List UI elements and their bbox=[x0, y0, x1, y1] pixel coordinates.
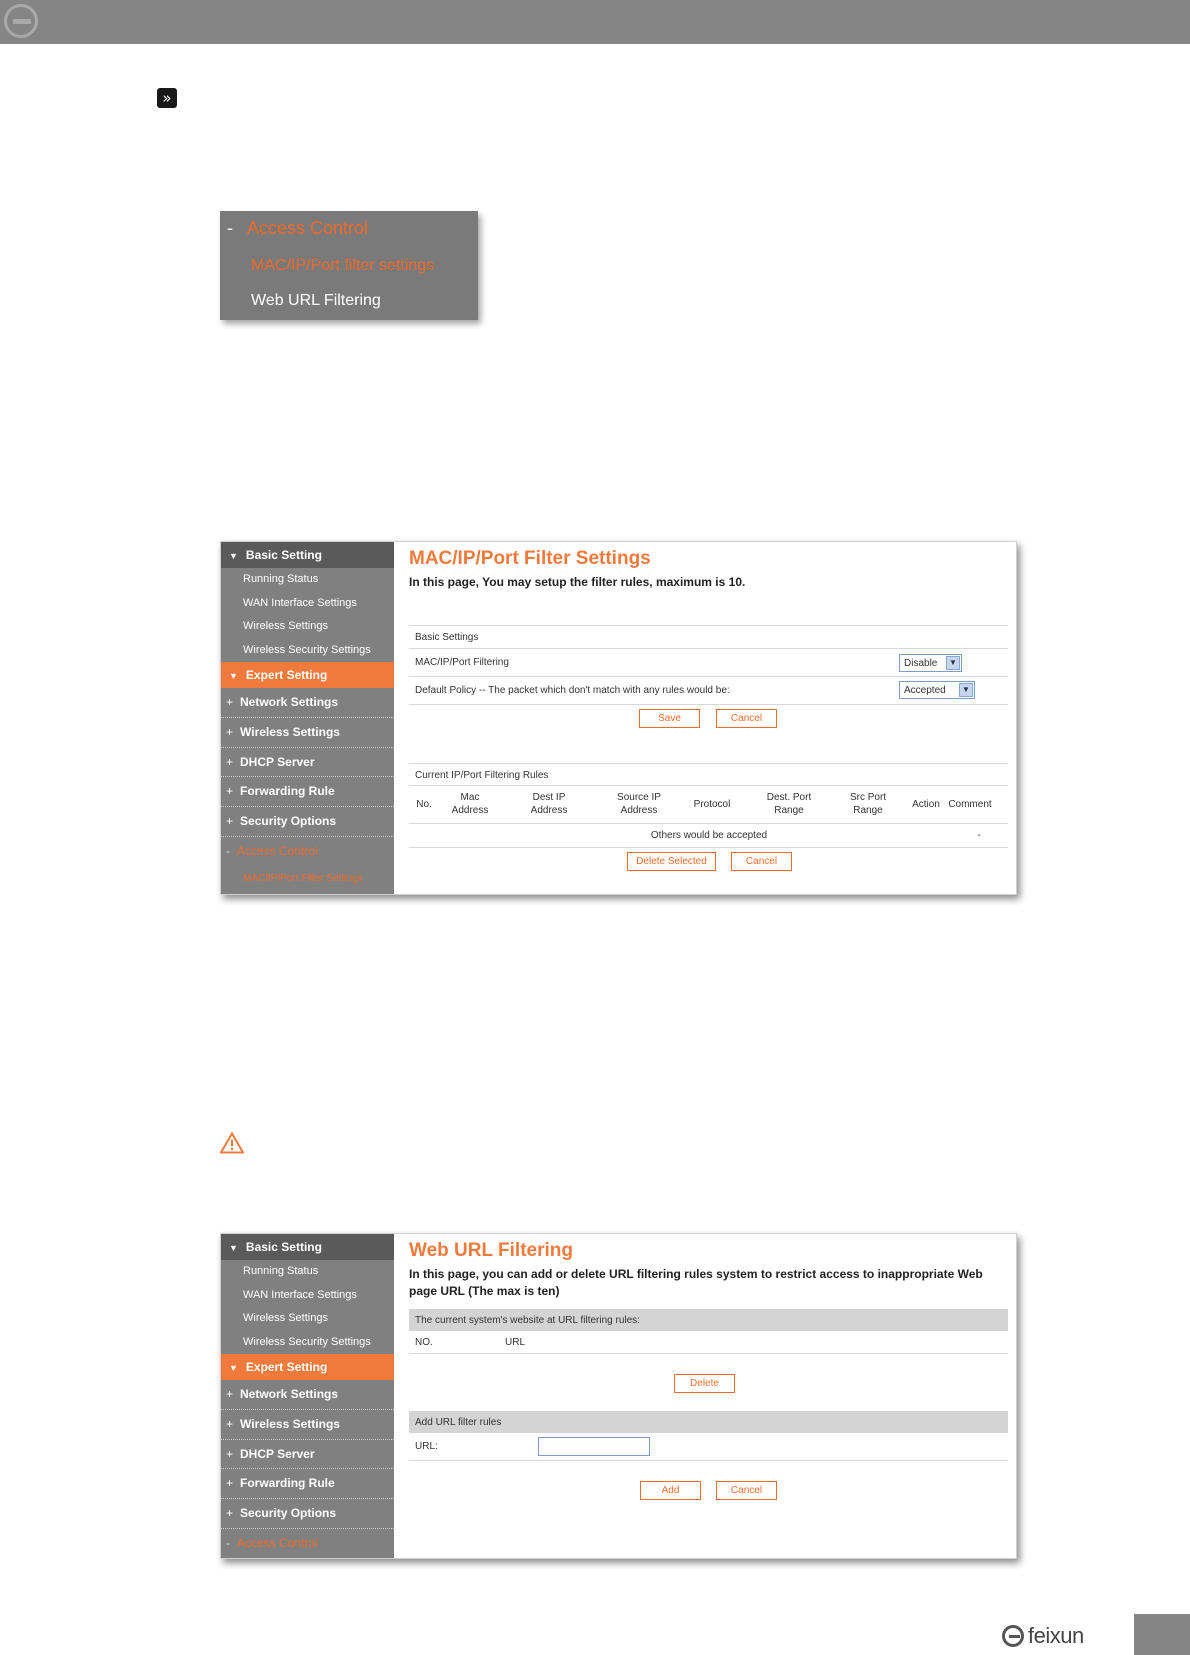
mac-filter-screenshot bbox=[220, 541, 1017, 895]
rules-header: Current IP/Port Filtering Rules bbox=[415, 770, 549, 781]
warning-icon bbox=[220, 1132, 244, 1154]
col-comment: Comment bbox=[948, 799, 992, 810]
chevron-down-icon: ▼ bbox=[959, 683, 973, 697]
double-chevron-right-icon: » bbox=[157, 88, 177, 108]
page-number-tab bbox=[1134, 1614, 1190, 1655]
delete-buttons bbox=[409, 848, 1008, 878]
brand-name: feixun bbox=[1028, 1623, 1084, 1648]
sidebar-item-network-settings[interactable]: + Network Settings bbox=[221, 688, 394, 718]
filtering-label: MAC/IP/Port Filtering bbox=[415, 657, 509, 668]
sidebar-item-wireless[interactable]: Wireless Settings bbox=[243, 620, 328, 632]
policy-select[interactable]: Accepted ▼ bbox=[899, 681, 975, 699]
cancel-delete-button[interactable]: Cancel bbox=[731, 852, 792, 871]
sidebar-item-running-status[interactable]: Running Status bbox=[243, 573, 319, 585]
col-url: URL bbox=[505, 1337, 526, 1348]
basic-settings-label: Basic Settings bbox=[415, 632, 479, 643]
url-filter-screenshot bbox=[220, 1233, 1017, 1559]
url-input-row bbox=[409, 1433, 1008, 1461]
chevron-down-icon: ▼ bbox=[946, 656, 960, 670]
sidebar bbox=[221, 542, 394, 894]
filtering-row bbox=[409, 649, 1008, 677]
sidebar-item-wan[interactable]: WAN Interface Settings bbox=[243, 1288, 357, 1301]
delete-button[interactable]: Delete bbox=[674, 1374, 735, 1393]
sidebar-item-network-settings[interactable]: + Network Settings bbox=[221, 1380, 394, 1410]
col-no: No. bbox=[416, 799, 432, 810]
col-mac: Mac Address bbox=[451, 792, 489, 816]
sidebar-item-forwarding-rule[interactable]: + Forwarding Rule bbox=[221, 777, 394, 807]
sidebar-item-wireless-security[interactable]: Wireless Security Settings bbox=[243, 643, 371, 656]
filtering-select[interactable]: Disable ▼ bbox=[899, 654, 962, 672]
save-buttons bbox=[409, 705, 1008, 763]
sidebar-item-wan[interactable]: WAN Interface Settings bbox=[243, 596, 357, 609]
col-dest-port: Dest. Port Range bbox=[766, 792, 812, 816]
menu-item-web-url-filtering[interactable]: Web URL Filtering bbox=[251, 292, 381, 309]
content-area bbox=[394, 542, 1016, 894]
sidebar-item-running-status[interactable]: Running Status bbox=[243, 1265, 319, 1277]
rules-table-header bbox=[409, 786, 1008, 824]
sidebar-expert-setting[interactable]: ▼ Expert Setting bbox=[221, 662, 394, 688]
sidebar-item-security-options[interactable]: + Security Options bbox=[221, 807, 394, 837]
add-buttons bbox=[409, 1461, 1008, 1501]
cancel-button[interactable]: Cancel bbox=[716, 1481, 777, 1500]
col-source-ip: Source IP Address bbox=[617, 792, 661, 816]
url-label: URL: bbox=[415, 1441, 438, 1452]
sidebar bbox=[221, 1234, 394, 1558]
page-title: MAC/IP/Port Filter Settings bbox=[409, 548, 651, 569]
content-area bbox=[394, 1234, 1016, 1558]
menu-item-mac-ip-port[interactable]: MAC/IP/Port filter settings bbox=[251, 257, 435, 274]
access-control-header[interactable]: - Access Control bbox=[227, 218, 369, 238]
sidebar-item-access-control[interactable]: - Access Control bbox=[226, 1535, 318, 1550]
sidebar-item-mac-filter[interactable]: MAC/IP/Port Filter Settings bbox=[243, 872, 363, 884]
add-button[interactable]: Add bbox=[640, 1481, 701, 1500]
page-description: In this page, You may setup the filter rules, maximum is 10. bbox=[409, 575, 746, 589]
top-banner bbox=[0, 0, 1190, 44]
sidebar-item-wireless-settings[interactable]: + Wireless Settings bbox=[221, 718, 394, 748]
cancel-button[interactable]: Cancel bbox=[716, 709, 777, 728]
col-protocol: Protocol bbox=[693, 799, 731, 810]
others-row bbox=[409, 824, 1008, 848]
brand-logo-icon bbox=[4, 4, 38, 38]
sidebar-basic-setting[interactable]: ▼ Basic Setting bbox=[221, 1234, 394, 1260]
col-action: Action bbox=[912, 799, 940, 810]
feixun-logo bbox=[1002, 1623, 1112, 1649]
page-title: Web URL Filtering bbox=[409, 1240, 573, 1261]
sidebar-basic-setting[interactable]: ▼ Basic Setting bbox=[221, 542, 394, 568]
current-rules-header: The current system's website at URL filtering rules: bbox=[409, 1309, 1008, 1331]
col-no: NO. bbox=[415, 1337, 433, 1348]
sidebar-item-access-control[interactable]: - Access Control bbox=[226, 843, 318, 858]
delete-area bbox=[409, 1354, 1008, 1411]
col-src-port: Src Port Range bbox=[849, 792, 887, 816]
policy-label: Default Policy -- The packet which don't match with any rules would be: bbox=[415, 685, 730, 696]
others-text: Others would be accepted bbox=[650, 830, 768, 841]
url-table-header bbox=[409, 1331, 1008, 1354]
save-button[interactable]: Save bbox=[639, 709, 700, 728]
url-input[interactable] bbox=[538, 1437, 650, 1456]
delete-selected-button[interactable]: Delete Selected bbox=[627, 852, 716, 871]
sidebar-item-dhcp-server[interactable]: + DHCP Server bbox=[221, 1440, 394, 1470]
sidebar-expert-setting[interactable]: ▼ Expert Setting bbox=[221, 1354, 394, 1380]
add-rules-header: Add URL filter rules bbox=[409, 1411, 1008, 1433]
feixun-logo-icon bbox=[1002, 1625, 1024, 1647]
page-description: In this page, you can add or delete URL filtering rules system to restrict access to inappropriate Web page URL (The max is ten) bbox=[409, 1267, 983, 1298]
sidebar-item-wireless-security[interactable]: Wireless Security Settings bbox=[243, 1335, 371, 1348]
policy-row bbox=[409, 677, 1008, 705]
sidebar-item-dhcp-server[interactable]: + DHCP Server bbox=[221, 748, 394, 778]
others-dash: - bbox=[977, 830, 981, 841]
sidebar-item-forwarding-rule[interactable]: + Forwarding Rule bbox=[221, 1469, 394, 1499]
access-control-menu bbox=[220, 211, 478, 320]
rules-header-row bbox=[409, 763, 1008, 786]
basic-settings-row bbox=[409, 625, 1008, 649]
col-dest-ip: Dest IP Address bbox=[530, 792, 568, 816]
sidebar-item-wireless[interactable]: Wireless Settings bbox=[243, 1312, 328, 1324]
sidebar-item-wireless-settings[interactable]: + Wireless Settings bbox=[221, 1410, 394, 1440]
sidebar-item-security-options[interactable]: + Security Options bbox=[221, 1499, 394, 1529]
